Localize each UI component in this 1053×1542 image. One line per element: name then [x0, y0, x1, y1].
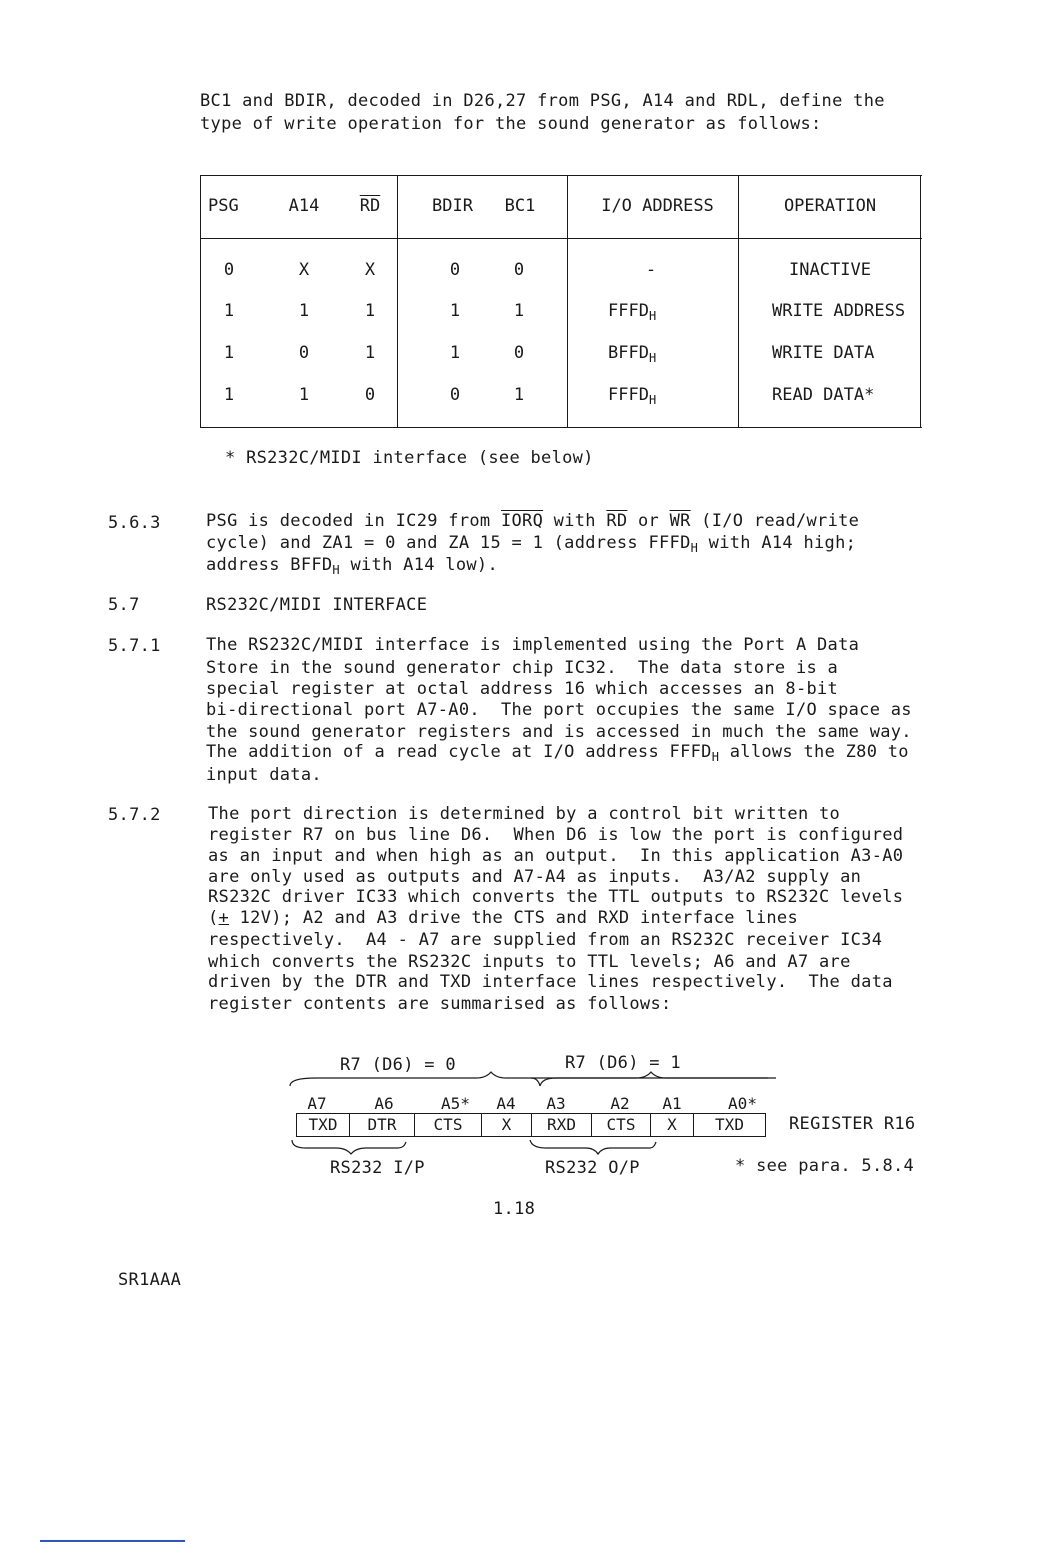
- register-cell-cts: CTS: [433, 1115, 463, 1134]
- table-cell-bdir: 0: [449, 385, 461, 405]
- section-5-6-3-line-2: cycle) and ZA1 = 0 and ZA 15 = 1 (address $FFFD_H$ with A14 high;: [206, 533, 857, 555]
- table-cell-bdir: 1: [449, 343, 461, 363]
- register-bit-a4: A4: [496, 1094, 516, 1113]
- register-bit-a7: A7: [307, 1094, 327, 1113]
- section-number-5-7-1: 5.7.1: [108, 636, 161, 656]
- table-cell-rd: 1: [364, 343, 376, 363]
- table-divider-3: [738, 175, 739, 428]
- section-5-7-1-line-4: bi-directional port A7-A0. The port occupies the same I/O space as: [206, 700, 912, 720]
- register-cell-txd: TXD: [308, 1115, 338, 1134]
- table-cell-rd: 1: [364, 301, 376, 321]
- table-cell-bc1: 0: [513, 343, 525, 363]
- section-5-7-1-line-6: The addition of a read cycle at I/O address $FFFD_H$ allows the Z80 to: [206, 742, 909, 764]
- register-bit-a1: A1: [662, 1094, 682, 1113]
- section-5-6-3-line-1: PSG is decoded in IC29 from IORQ with $\overline{RD}$ or $\overline{WR}$ (I/O read/write: [206, 511, 860, 531]
- register-right-bottom-label: RS232 O/P: [545, 1158, 640, 1178]
- register-box-bottom: [296, 1136, 766, 1137]
- table-divider-2: [567, 175, 568, 428]
- table-cell-a14: 1: [298, 301, 310, 321]
- table-cell-rd: X: [364, 260, 376, 280]
- header-rd: $\overline{RD}$: [359, 196, 381, 216]
- section-5-7-1-line-2: Store in the sound generator chip IC32. The data store is a: [206, 658, 839, 678]
- section-number-5-7: 5.7: [108, 595, 140, 615]
- register-bit-a0: A0*: [728, 1094, 757, 1113]
- section-5-7-2-line-7: respectively. A4 - A7 are supplied from an RS232C receiver IC34: [208, 930, 883, 950]
- table-cell-psg: 0: [223, 260, 235, 280]
- register-cell-x: X: [667, 1115, 677, 1134]
- section-5-7-1-line-1: The RS232C/MIDI interface is implemented using the Port A Data: [206, 635, 860, 655]
- section-number-5-7-2: 5.7.2: [108, 805, 161, 825]
- document-code: SR1AAA: [118, 1270, 182, 1290]
- section-5-7-1-line-5: the sound generator registers and is accessed in much the same way.: [206, 722, 912, 742]
- table-cell-bc1: 1: [513, 301, 525, 321]
- table-cell-bc1: 1: [513, 385, 525, 405]
- register-note: * see para. 5.8.4: [735, 1156, 915, 1176]
- table-cell-bdir: 1: [449, 301, 461, 321]
- section-5-7-title: RS232C/MIDI INTERFACE: [206, 595, 428, 615]
- register-box-edge: [765, 1114, 766, 1136]
- register-left-bottom-label: RS232 I/P: [330, 1158, 425, 1178]
- section-5-7-1-line-3: special register at octal address 16 which accesses an 8-bit: [206, 679, 839, 699]
- page-number: 1.18: [493, 1199, 536, 1219]
- table-top-rule: [200, 175, 922, 176]
- section-number-5-6-3: 5.6.3: [108, 513, 161, 533]
- table-left-border: [200, 175, 201, 428]
- header-bdir: BDIR: [432, 196, 473, 216]
- table-cell-operation: READ DATA*: [772, 385, 875, 405]
- header-a14: A14: [288, 196, 320, 216]
- section-5-7-2-line-8: which converts the RS232C inputs to TTL levels; A6 and A7 are: [208, 952, 851, 972]
- header-io-address: I/O ADDRESS: [601, 196, 714, 216]
- table-cell-a14: 0: [298, 343, 310, 363]
- register-top-braces: [286, 1070, 776, 1092]
- register-left-top-label: R7 (D6) = 0: [340, 1055, 456, 1075]
- table-cell-io-address: $BFFD_H$: [608, 343, 657, 365]
- register-cell-cts: CTS: [606, 1115, 636, 1134]
- table-bottom-rule: [200, 427, 922, 428]
- section-5-7-2-line-6: (+ 12V); A2 and A3 drive the CTS and RXD interface lines: [208, 908, 798, 928]
- section-5-7-2-line-4: are only used as outputs and A7-A4 as inputs. A3/A2 supply an: [208, 867, 862, 887]
- table-cell-a14: 1: [298, 385, 310, 405]
- register-bit-a2: A2: [610, 1094, 630, 1113]
- table-cell-rd: 0: [364, 385, 376, 405]
- intro-line-1: BC1 and BDIR, decoded in D26,27 from PSG, A14 and RDL, define the: [200, 91, 885, 111]
- register-cell-dtr: DTR: [367, 1115, 397, 1134]
- register-bit-a6: A6: [374, 1094, 394, 1113]
- header-bc1: BC1: [504, 196, 536, 216]
- table-cell-bc1: 0: [513, 260, 525, 280]
- section-5-7-2-line-10: register contents are summarised as follows:: [208, 994, 672, 1014]
- table-header-rule: [200, 238, 922, 239]
- table-cell-io-address: $FFFD_H$: [608, 385, 657, 407]
- register-cell-rxd: RXD: [547, 1115, 576, 1134]
- section-5-7-1-line-7: input data.: [206, 765, 322, 785]
- table-footnote: * RS232C/MIDI interface (see below): [225, 448, 594, 468]
- register-name: REGISTER R16: [789, 1114, 916, 1134]
- register-bit-a5: A5*: [441, 1094, 470, 1113]
- table-cell-psg: 1: [223, 343, 235, 363]
- section-5-7-2-line-5: RS232C driver IC33 which converts the TTL outputs to RS232C levels: [208, 887, 904, 907]
- section-5-7-2-line-9: driven by the DTR and TXD interface lines respectively. The data: [208, 972, 893, 992]
- table-divider-1: [397, 175, 398, 428]
- table-cell-bdir: 0: [449, 260, 461, 280]
- register-cell-txd: TXD: [715, 1115, 744, 1134]
- header-operation: OPERATION: [783, 196, 877, 216]
- section-5-7-2-line-1: The port direction is determined by a control bit written to: [208, 804, 841, 824]
- table-cell-a14: X: [298, 260, 310, 280]
- section-5-7-2-line-3: as an input and when high as an output. In this application A3-A0: [208, 846, 904, 866]
- register-right-top-label: R7 (D6) = 1: [565, 1053, 681, 1073]
- register-bottom-braces: [286, 1138, 686, 1158]
- register-bit-a3: A3: [546, 1094, 566, 1113]
- section-5-6-3-line-3: address $BFFD_H$ with A14 low).: [206, 555, 498, 577]
- table-cell-operation: WRITE DATA: [772, 343, 875, 363]
- table-cell-operation: WRITE ADDRESS: [772, 301, 906, 321]
- table-cell-io-address: -: [645, 260, 657, 280]
- table-cell-psg: 1: [223, 385, 235, 405]
- table-cell-operation: INACTIVE: [789, 260, 871, 280]
- table-right-border: [920, 175, 921, 428]
- header-psg: PSG: [208, 196, 239, 216]
- table-cell-psg: 1: [223, 301, 235, 321]
- section-5-7-2-line-2: register R7 on bus line D6. When D6 is low the port is configured: [208, 825, 904, 845]
- register-cell-x: X: [501, 1115, 512, 1134]
- intro-line-2: type of write operation for the sound generator as follows:: [200, 114, 822, 134]
- table-cell-io-address: $FFFD_H$: [608, 301, 657, 323]
